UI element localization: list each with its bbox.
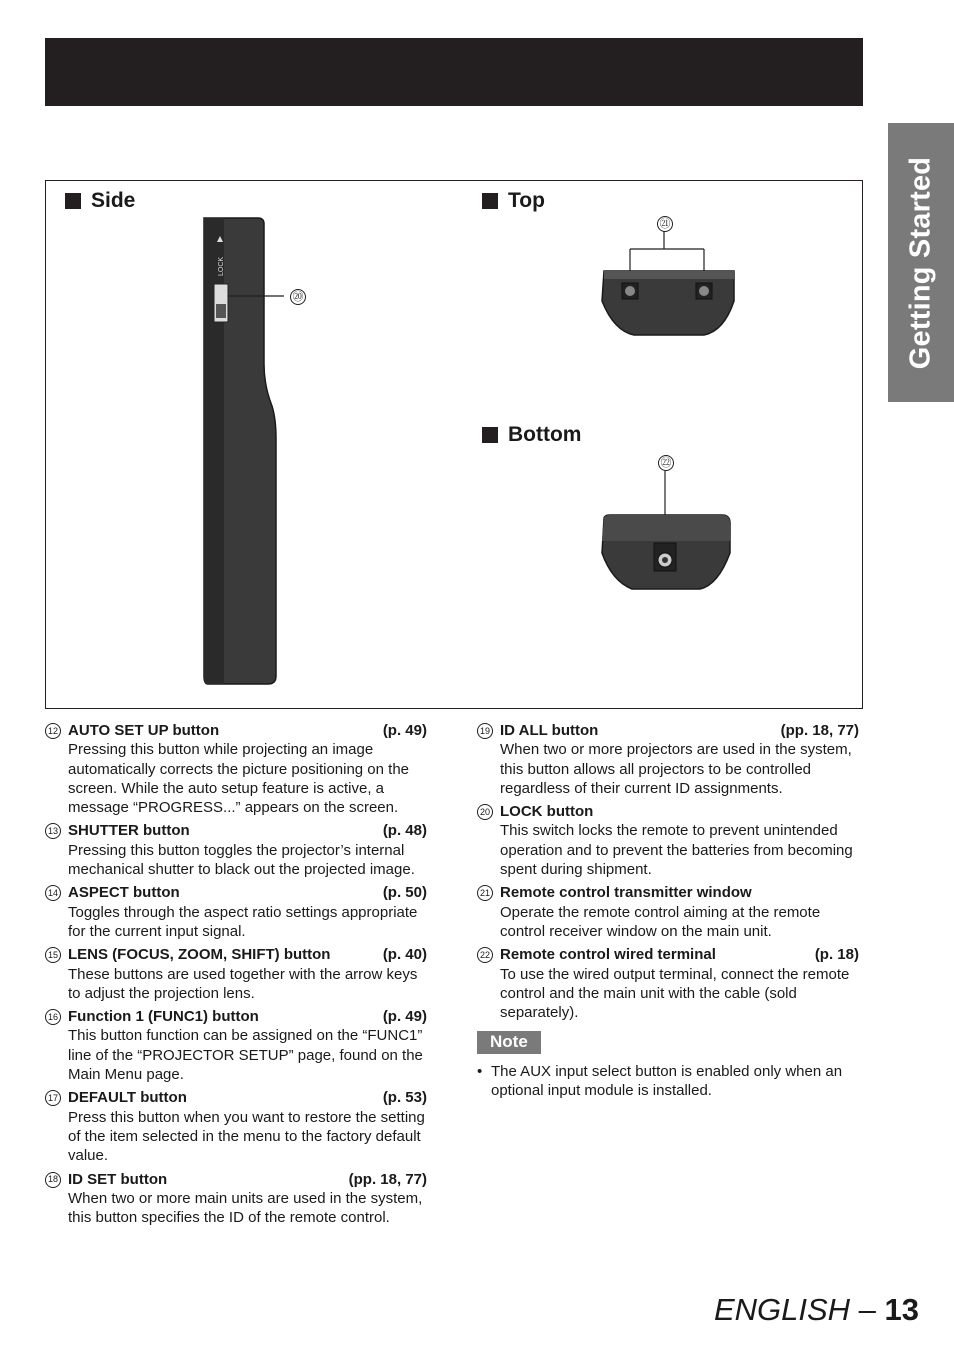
side-label: Side xyxy=(91,189,136,212)
item-number-icon: 13 xyxy=(45,823,61,839)
list-item xyxy=(45,945,427,1003)
footer-separator: – xyxy=(850,1292,885,1327)
right-column xyxy=(477,721,859,1100)
item-description: Toggles through the aspect ratio settings appropriate for the current input signal. xyxy=(68,903,418,940)
item-description: Pressing this button toggles the projector’s internal mechanical shutter to black out the projected image. xyxy=(68,841,415,879)
lock-text: LOCK xyxy=(218,256,225,276)
item-title: Remote control wired terminal xyxy=(500,946,716,964)
section-tab xyxy=(888,123,954,402)
item-head xyxy=(500,883,859,902)
item-page-ref: (p. 53) xyxy=(382,1089,427,1107)
footer-language: ENGLISH xyxy=(713,1292,851,1327)
item-title: SHUTTER button xyxy=(68,822,190,840)
item-page-ref: (pp. 18, 77) xyxy=(348,1170,427,1188)
header-bar xyxy=(45,38,863,106)
list-item xyxy=(45,883,427,941)
page-number: 13 xyxy=(884,1292,919,1327)
list-item xyxy=(45,1088,427,1165)
callout-22: ㉒ xyxy=(658,455,674,471)
item-head xyxy=(68,721,427,740)
bottom-label: Bottom xyxy=(508,423,582,446)
item-head xyxy=(68,1007,427,1026)
item-page-ref: (p. 49) xyxy=(382,1008,427,1026)
item-head xyxy=(68,1170,427,1189)
item-number-icon: 16 xyxy=(45,1009,61,1025)
note-badge: Note xyxy=(477,1031,541,1053)
item-page-ref: (p. 40) xyxy=(382,946,427,964)
item-description: Pressing this button while projecting an image automatically corrects the picture positioning on the screen. While the auto setup feature is active, a message “PROGRESS...” appears on the screen. xyxy=(68,741,410,817)
item-number-icon: 22 xyxy=(477,947,493,963)
list-item xyxy=(477,945,859,1022)
item-number-icon: 17 xyxy=(45,1090,61,1106)
side-heading xyxy=(65,189,135,213)
item-description: When two or more projectors are used in the system, this button allows all projectors to be controlled regardless of their current ID assignments. xyxy=(500,741,852,797)
list-item xyxy=(45,821,427,879)
bottom-heading xyxy=(482,423,581,447)
item-page-ref: (p. 48) xyxy=(382,822,427,840)
callout-20: ⑳ xyxy=(290,289,306,305)
page-footer xyxy=(714,1292,919,1328)
top-heading xyxy=(482,189,545,213)
item-page-ref: (p. 49) xyxy=(382,722,427,739)
item-head xyxy=(68,821,427,840)
item-description: Press this button when you want to restore the setting of the item selected in the menu to the factory default value. xyxy=(68,1108,425,1165)
list-item xyxy=(45,721,427,817)
item-title: ASPECT button xyxy=(68,884,180,902)
item-title: Remote control transmitter window xyxy=(500,884,752,902)
list-item xyxy=(477,802,859,879)
item-title: ID SET button xyxy=(68,1170,168,1188)
item-title: ID ALL button xyxy=(500,722,599,739)
item-head xyxy=(68,1088,427,1107)
list-item xyxy=(477,721,859,798)
item-description: When two or more main units are used in the system, this button specifies the ID of the remote control. xyxy=(68,1189,423,1227)
item-title: LOCK button xyxy=(500,803,594,821)
item-title: LENS (FOCUS, ZOOM, SHIFT) button xyxy=(68,946,331,964)
remote-bottom-illustration xyxy=(596,471,736,601)
item-number-icon: 19 xyxy=(477,723,493,739)
item-number-icon: 20 xyxy=(477,804,493,820)
item-title: AUTO SET UP button xyxy=(68,722,220,739)
item-number-icon: 15 xyxy=(45,947,61,963)
item-description: These buttons are used together with the arrow keys to adjust the projection lens. xyxy=(68,965,418,1002)
list-item xyxy=(45,1007,427,1084)
left-column xyxy=(45,721,427,1231)
item-description: To use the wired output terminal, connect the remote control and the main unit with the cable (sold separately). xyxy=(500,965,850,1022)
top-label: Top xyxy=(508,189,545,212)
bullet-dot-icon: • xyxy=(477,1062,483,1080)
item-head xyxy=(68,883,427,902)
item-description: This switch locks the remote to prevent unintended operation and to prevent the batteries from becoming spent during shipment. xyxy=(500,822,853,879)
item-number-icon: 14 xyxy=(45,885,61,901)
item-page-ref: (p. 50) xyxy=(382,884,427,902)
item-head xyxy=(68,945,427,964)
heading-square-icon xyxy=(482,193,498,209)
figure-box xyxy=(45,180,863,709)
callout-21: ㉑ xyxy=(657,216,673,232)
item-page-ref: (pp. 18, 77) xyxy=(780,722,859,739)
list-item xyxy=(45,1170,427,1228)
remote-side-illustration xyxy=(196,214,286,689)
item-description: This button function can be assigned on the “FUNC1” line of the “PROJECTOR SETUP” page, found on the Main Menu page. xyxy=(68,1027,423,1084)
item-description: Operate the remote control aiming at the remote control receiver window on the main unit. xyxy=(500,903,821,940)
list-item xyxy=(477,883,859,941)
item-number-icon: 21 xyxy=(477,885,493,901)
item-head xyxy=(500,721,859,740)
heading-square-icon xyxy=(482,427,498,443)
section-tab-label: Getting Started xyxy=(904,156,937,369)
item-number-icon: 18 xyxy=(45,1172,61,1188)
remote-top-illustration xyxy=(594,231,744,341)
heading-square-icon xyxy=(65,193,81,209)
item-number-icon: 12 xyxy=(45,723,61,739)
note-bullet xyxy=(477,1062,859,1101)
item-page-ref: (p. 18) xyxy=(814,946,859,964)
item-head xyxy=(500,802,859,821)
item-head xyxy=(500,945,859,964)
note-text: The AUX input select button is enabled only when an optional input module is installed. xyxy=(491,1062,843,1100)
item-title: Function 1 (FUNC1) button xyxy=(68,1008,259,1026)
item-title: DEFAULT button xyxy=(68,1089,187,1107)
